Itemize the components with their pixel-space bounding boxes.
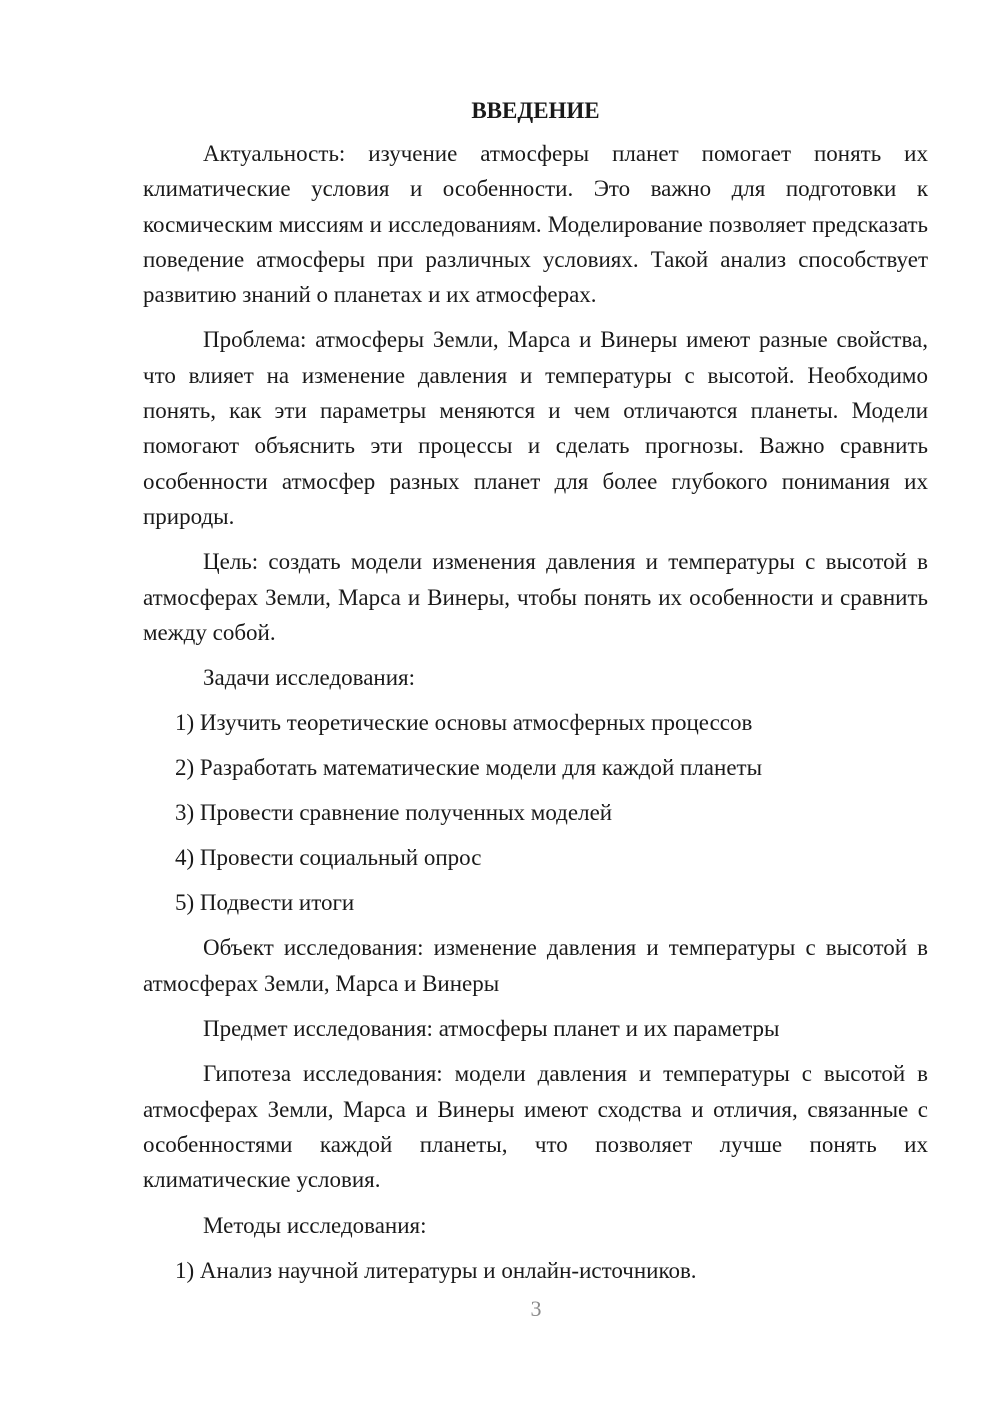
subject-paragraph: Предмет исследования: атмосферы планет и их параметры [203, 1016, 780, 1042]
hypothesis-paragraph: Гипотеза исследования: модели давления и температуры с высотой в атмосферах Земли, Марса и Винеры имеют сходства и отличия, связанные с особенностями каждой планеты, что позволяет лучше понять их климатические условия. [143, 1061, 928, 1193]
task-item: 3) Провести сравнение полученных моделей [175, 800, 613, 826]
relevance-paragraph: Актуальность: изучение атмосферы планет помогает понять их климатические условия и особенности. Это важно для подготовки к космическим миссиям и исследованиям. Моделирование позволяет предсказать поведение атмосферы при различных условиях. Такой анализ способствует развитию знаний о планетах и их атмосферах. [143, 141, 928, 308]
method-item: 1) Анализ научной литературы и онлайн-источников. [175, 1257, 697, 1283]
task-item: 4) Провести социальный опрос [175, 845, 482, 871]
task-item: 1) Изучить теоретические основы атмосферных процессов [175, 710, 753, 736]
object-paragraph: Объект исследования: изменение давления и температуры с высотой в атмосферах Земли, Марса и Винеры [143, 935, 928, 996]
document-page [143, 96, 928, 1298]
tasks-heading: Задачи исследования: [203, 665, 416, 691]
page-number: 3 [530, 1296, 542, 1321]
section-title: ВВЕДЕНИЕ [471, 98, 600, 123]
problem-paragraph: Проблема: атмосферы Земли, Марса и Винеры имеют разные свойства, что влияет на изменение давления и температуры с высотой. Необходимо понять, как эти параметры меняются и чем отличаются планеты. Модели помогают объяснить эти процессы и сделать прогнозы. Важно сравнить особенности атмосфер разных планет для более глубокого понимания их природы. [143, 327, 928, 529]
methods-heading: Методы исследования: [203, 1212, 427, 1238]
task-item: 5) Подвести итоги [175, 890, 355, 916]
task-item: 2) Разработать математические модели для каждой планеты [175, 755, 763, 781]
goal-paragraph: Цель: создать модели изменения давления и температуры с высотой в атмосферах Земли, Марса и Винеры, чтобы понять их особенности и сравнить между собой. [143, 549, 928, 645]
